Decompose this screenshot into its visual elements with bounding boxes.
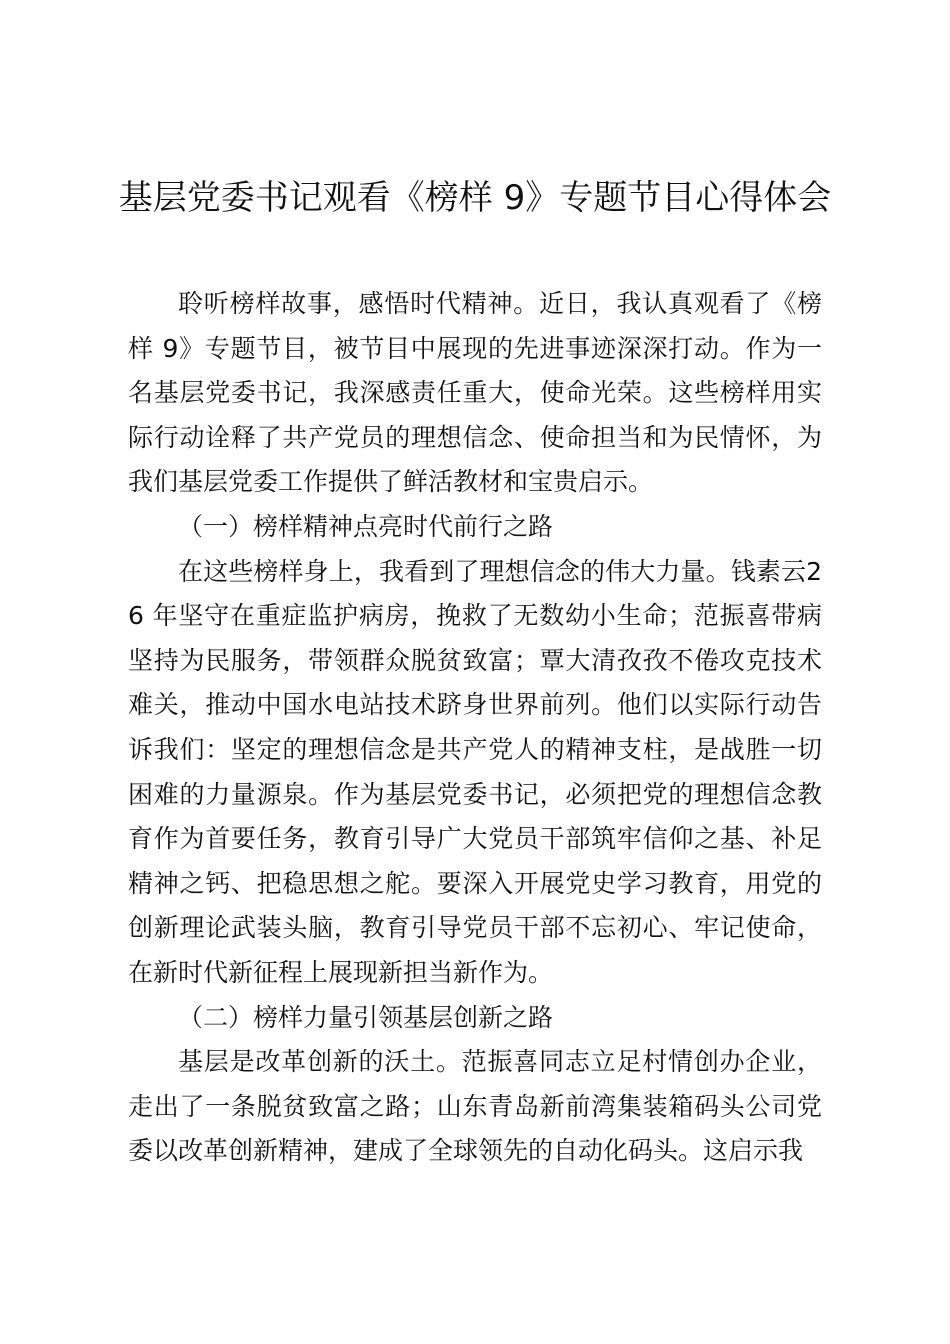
section-heading-2: （二）榜样力量引领基层创新之路: [178, 1002, 554, 1032]
section-2-paragraph: 基层是改革创新的沃土。范振喜同志立足村情创办企业，走出了一条脱贫致富之路；山东青岛新前湾集装箱码头公司党委以改革创新精神，建成了全球领先的自动化码头。这启示我: [128, 1047, 822, 1166]
intro-paragraph: 聆听榜样故事，感悟时代精神。近日，我认真观看了《榜样 9》专题节目，被节目中展现的先进事迹深深打动。作为一名基层党委书记，我深感责任重大，使命光荣。这些榜样用实际行动诠释了共产党员的理想信念、使命担当和为民情怀，为我们基层党委工作提供了鲜活教材和宝贵启示。: [128, 289, 822, 497]
document-body: [128, 282, 822, 1174]
section-heading-1: （一）榜样精神点亮时代前行之路: [178, 511, 554, 541]
section-1-paragraph: 在这些榜样身上，我看到了理想信念的伟大力量。钱素云26 年坚守在重症监护病房，挽救了无数幼小生命；范振喜带病坚持为民服务，带领群众脱贫致富；覃大清孜孜不倦攻克技术难关，推动中国水电站技术跻身世界前列。他们以实际行动告诉我们：坚定的理想信念是共产党人的精神支柱，是战胜一切困难的力量源泉。作为基层党委书记，必须把党的理想信念教育作为首要任务，教育引导广大党员干部筑牢信仰之基、补足精神之钙、把稳思想之舵。要深入开展党史学习教育，用党的创新理论武装头脑，教育引导党员干部不忘初心、牢记使命，在新时代新征程上展现新担当新作为。: [128, 556, 822, 987]
document-title: 基层党委书记观看《榜样 9》专题节目心得体会: [118, 178, 832, 218]
